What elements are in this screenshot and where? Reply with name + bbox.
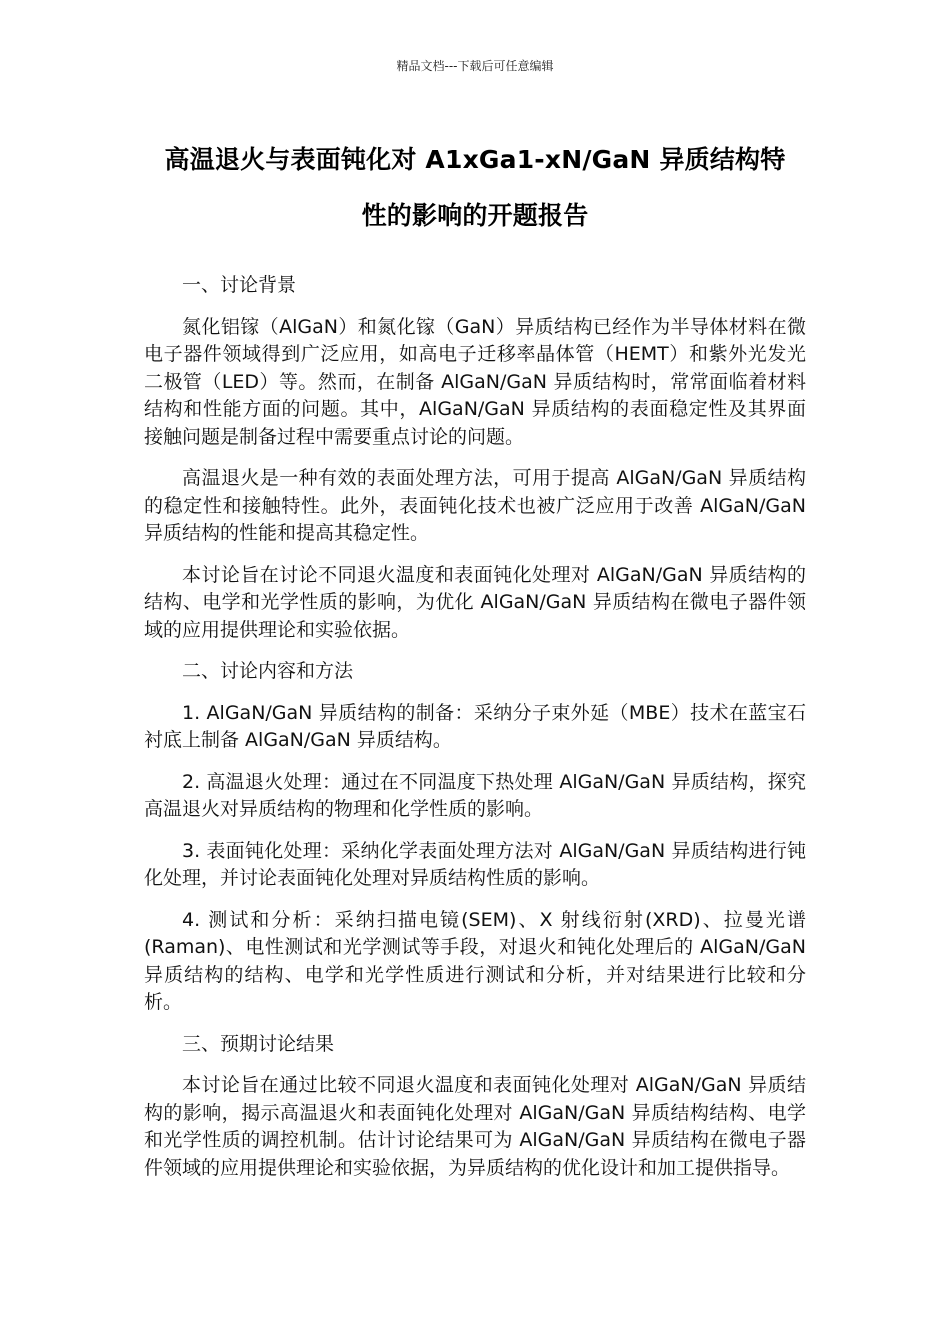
document-body	[144, 272, 806, 1196]
header-note: 精品文档---下载后可任意编辑	[396, 59, 554, 73]
section-background	[144, 272, 806, 644]
section-heading: 三、预期讨论结果	[182, 1032, 335, 1055]
section-heading: 二、讨论内容和方法	[182, 660, 354, 682]
paragraph: 高温退火是一种有效的表面处理方法，可用于提高 AlGaN/GaN 异质结构的稳定性和接触特性。此外，表面钝化技术也被广泛应用于改善 AlGaN/GaN 异质结构的性能和提高其稳定性。	[144, 467, 806, 544]
list-item: 1. AlGaN/GaN 异质结构的制备：采纳分子束外延（MBE）技术在蓝宝石衬底上制备 AlGaN/GaN 异质结构。	[144, 701, 806, 751]
list-item: 4. 测试和分析：采纳扫描电镜(SEM)、X 射线衍射(XRD)、拉曼光谱(Raman)、电性测试和光学测试等手段，对退火和钝化处理后的 AlGaN/GaN 异质结构的结构、电学和光学性质进行测试和分析，并对结果进行比较和分析。	[144, 908, 806, 1013]
list-item: 2. 高温退火处理：通过在不同温度下热处理 AlGaN/GaN 异质结构，探究高温退火对异质结构的物理和化学性质的影响。	[144, 770, 806, 820]
section-heading: 一、讨论背景	[182, 274, 297, 296]
paragraph: 本讨论旨在讨论不同退火温度和表面钝化处理对 AlGaN/GaN 异质结构的结构、电学和光学性质的影响，为优化 AlGaN/GaN 异质结构在微电子器件领域的应用提供理论和实验依据。	[144, 563, 806, 641]
section-expected-results	[144, 1031, 806, 1183]
paragraph: 氮化铝镓（AlGaN）和氮化镓（GaN）异质结构已经作为半导体材料在微电子器件领域得到广泛应用，如高电子迁移率晶体管（HEMT）和紫外光发光二极管（LED）等。然而，在制备 AlGaN/GaN 异质结构时，常常面临着材料结构和性能方面的问题。其中，AlGaN/GaN 异质结构的表面稳定性及其界面接触问题是制备过程中需要重点讨论的问题。	[144, 315, 806, 448]
section-content-methods	[144, 658, 806, 1017]
list-item: 3. 表面钝化处理：采纳化学表面处理方法对 AlGaN/GaN 异质结构进行钝化处理，并讨论表面钝化处理对异质结构性质的影响。	[144, 839, 806, 889]
document-title-line-1: 高温退火与表面钝化对 A1xGa1-xN/GaN 异质结构特	[164, 145, 786, 174]
document-title-line-2: 性的影响的开题报告	[361, 201, 589, 230]
paragraph: 本讨论旨在通过比较不同退火温度和表面钝化处理对 AlGaN/GaN 异质结构的影响，揭示高温退火和表面钝化处理对 AlGaN/GaN 异质结构结构、电学和光学性质的调控机制。估计讨论结果可为 AlGaN/GaN 异质结构在微电子器件领域的应用提供理论和实验依据，为异质结构的优化设计和加工提供指导。	[144, 1074, 806, 1179]
